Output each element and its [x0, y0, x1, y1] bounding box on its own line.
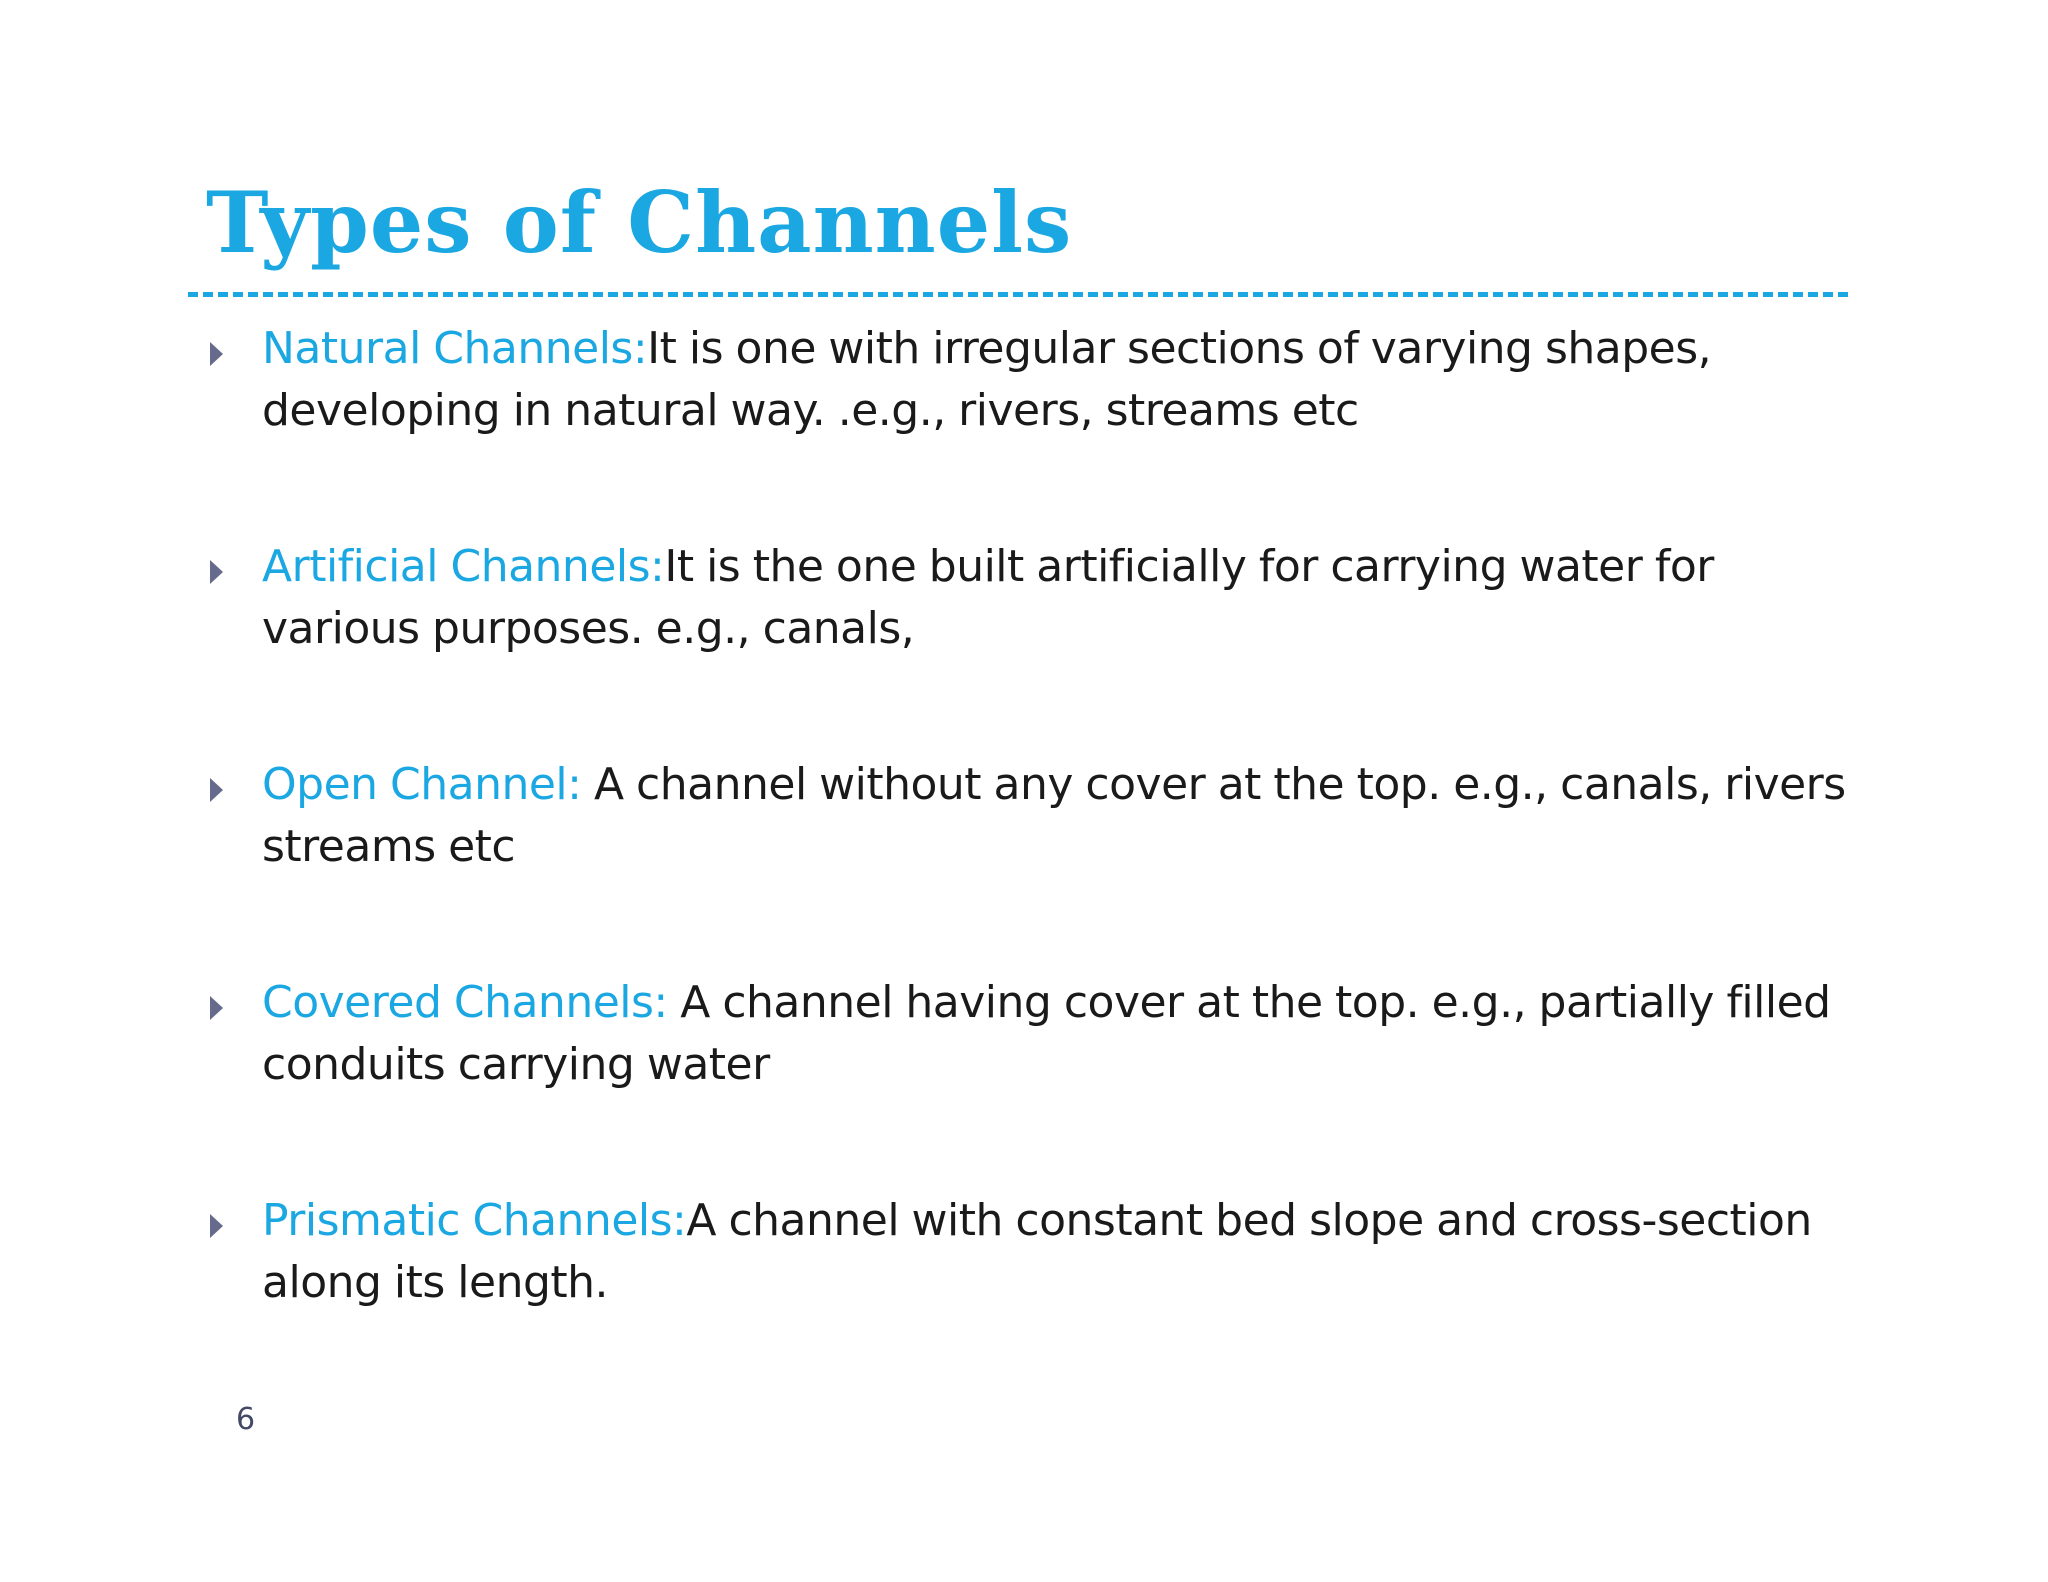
bullet-term: Covered Channels:: [262, 977, 668, 1028]
bullet-description: A channel without any cover at the top. e.g., canals, rivers streams etc: [262, 759, 1846, 872]
bullet-description: It is one with irregular sections of varying shapes, developing in natural way. .e.g., rivers, streams etc: [262, 323, 1712, 436]
bullet-text: [262, 972, 1846, 1096]
bullet-item-open-channel: [206, 754, 1846, 972]
bullet-description: It is the one built artificially for carrying water for various purposes. e.g., canals,: [262, 541, 1714, 654]
bullet-description: A channel with constant bed slope and cross-section along its length.: [262, 1195, 1812, 1308]
bullet-text: [262, 536, 1846, 660]
title-divider: [188, 292, 1848, 297]
slide-title: Types of Channels: [206, 173, 1073, 272]
triangle-right-icon: [210, 560, 223, 584]
bullet-item-artificial-channels: [206, 536, 1846, 754]
triangle-right-icon: [210, 778, 223, 802]
bullet-item-covered-channels: [206, 972, 1846, 1190]
bullet-term: Artificial Channels:: [262, 541, 665, 592]
triangle-right-icon: [210, 342, 223, 366]
bullet-text: [262, 754, 1846, 878]
triangle-right-icon: [210, 996, 223, 1020]
bullet-item-natural-channels: [206, 318, 1846, 536]
bullet-list: [206, 318, 1846, 1408]
bullet-term: Prismatic Channels:: [262, 1195, 687, 1246]
page-number: 6: [236, 1402, 256, 1437]
bullet-text: [262, 1190, 1846, 1314]
bullet-term: Open Channel:: [262, 759, 582, 810]
bullet-term: Natural Channels:: [262, 323, 648, 374]
bullet-item-prismatic-channels: [206, 1190, 1846, 1408]
bullet-description: A channel having cover at the top. e.g., partially filled conduits carrying water: [262, 977, 1831, 1090]
triangle-right-icon: [210, 1214, 223, 1238]
bullet-text: [262, 318, 1846, 442]
